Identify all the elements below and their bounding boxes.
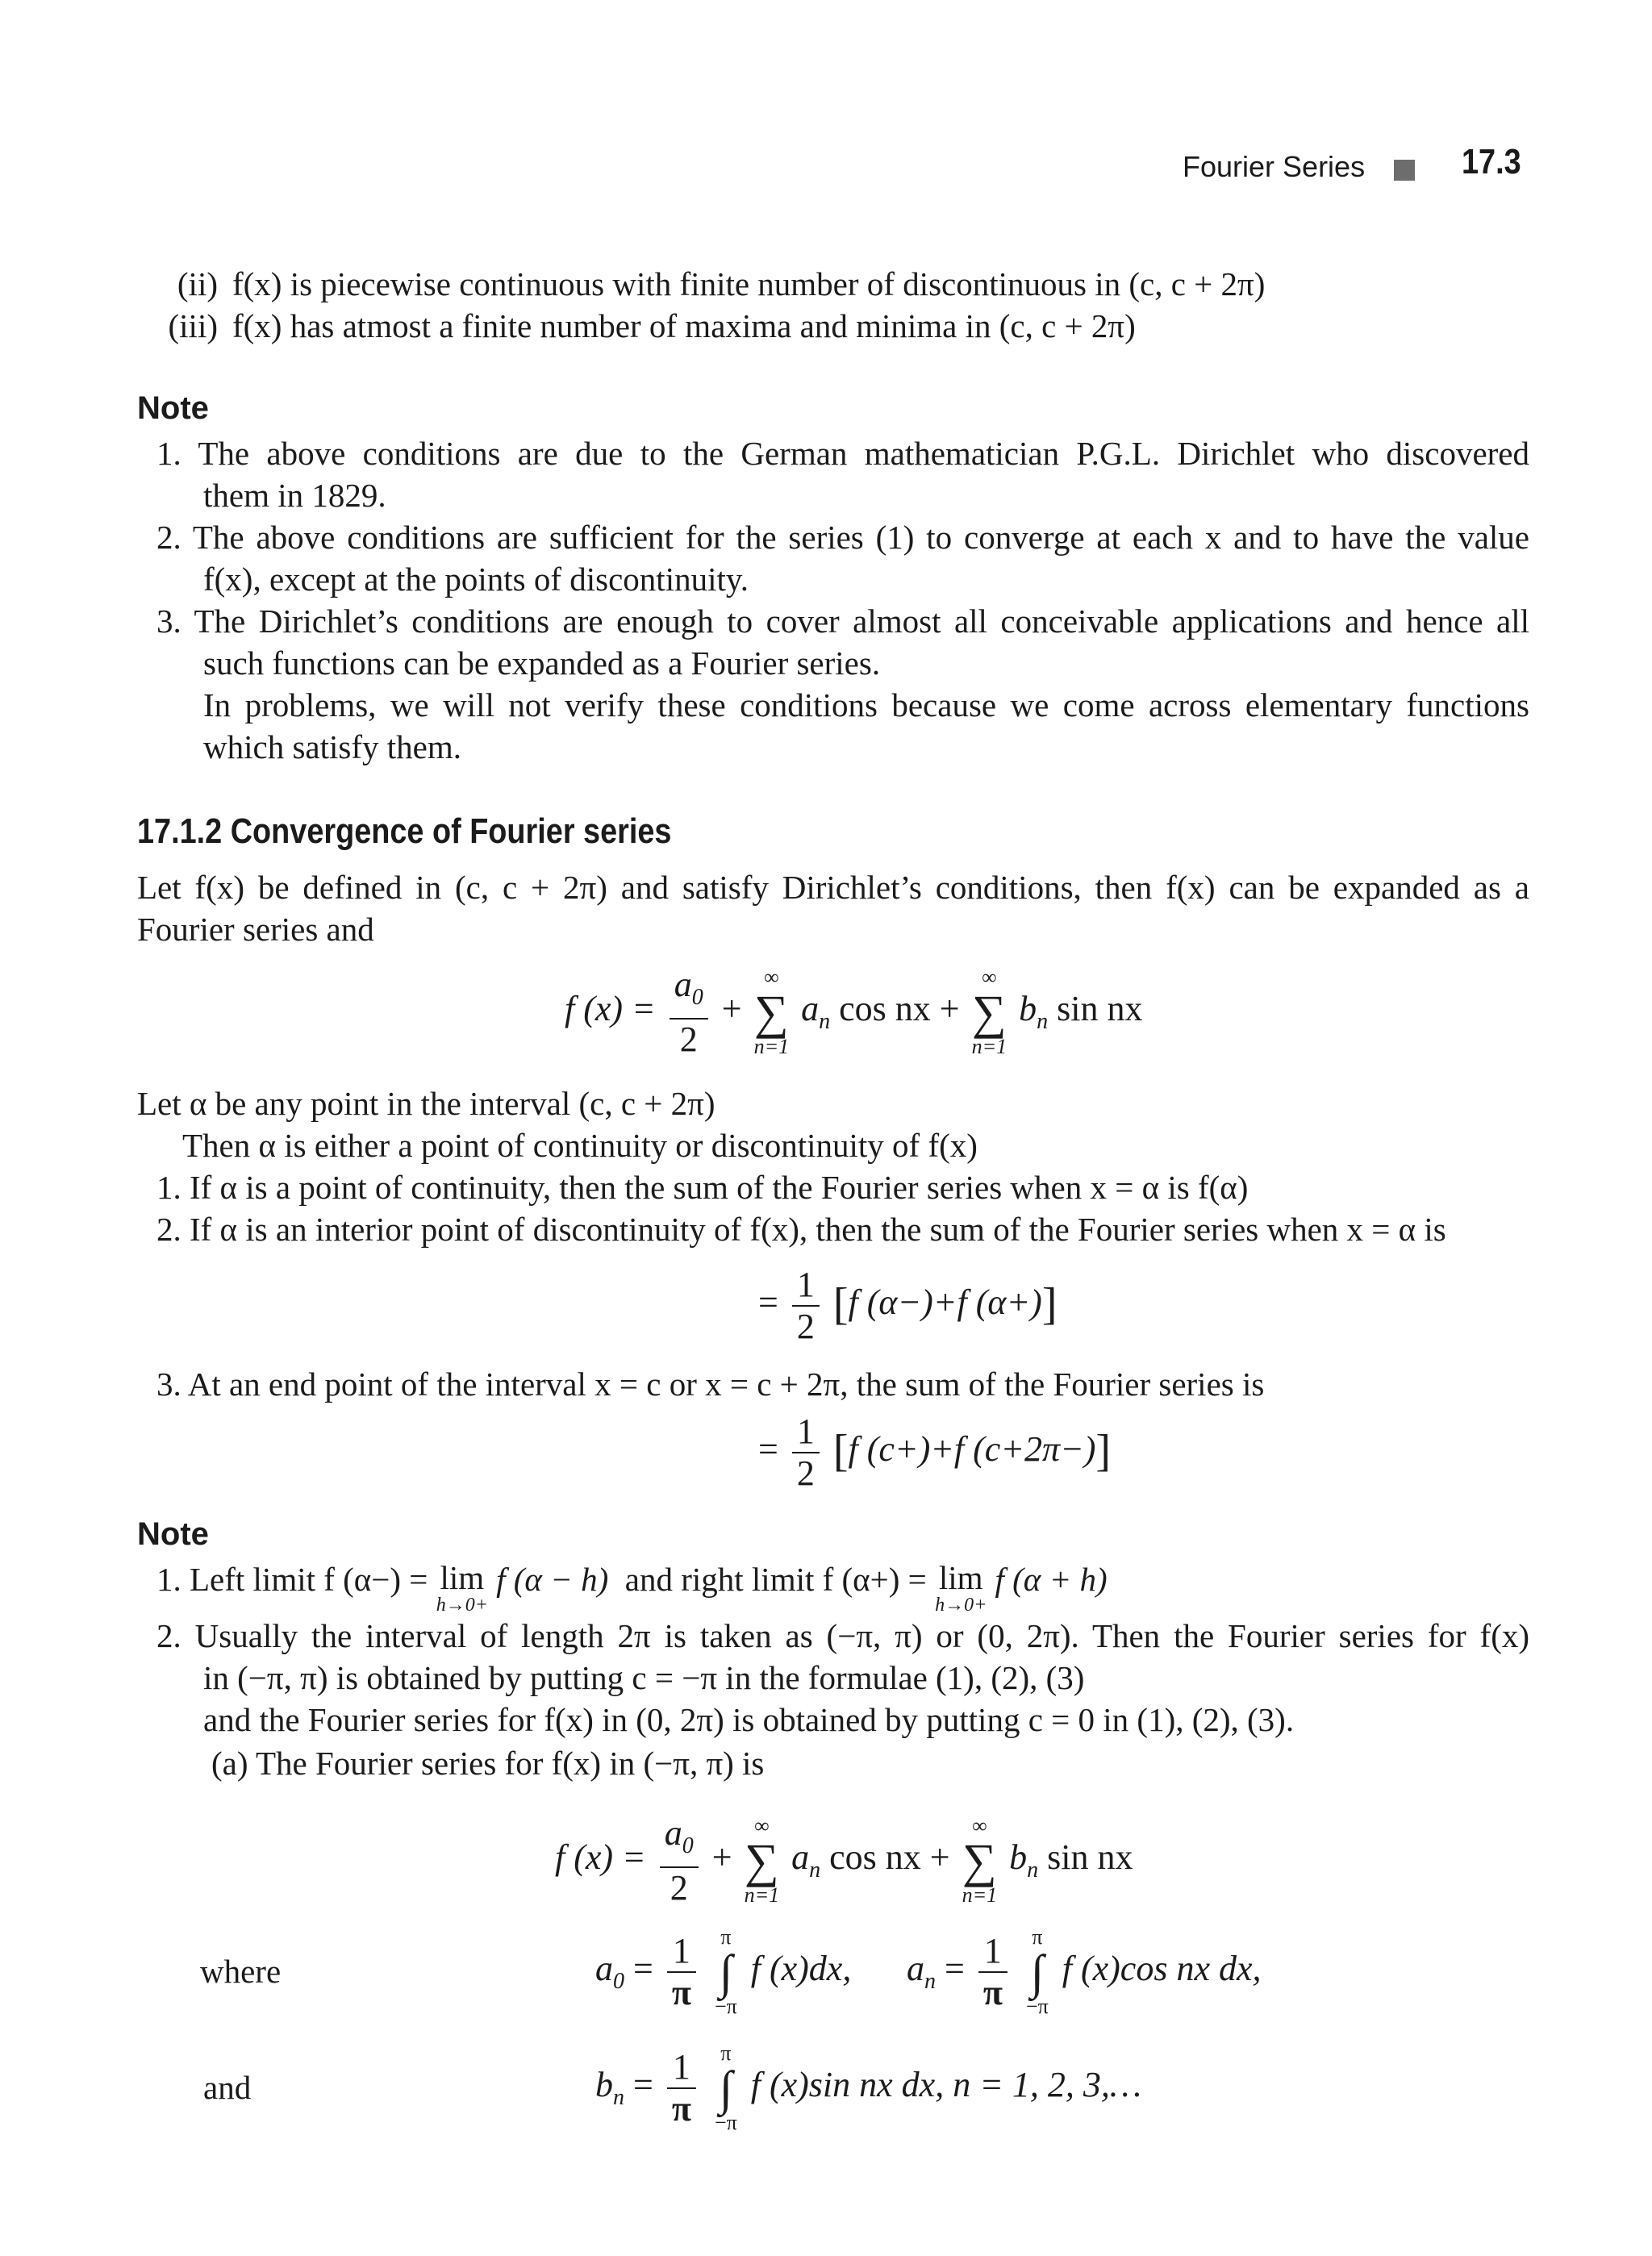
- note-line: 3. The Dirichlet’s conditions are enough to cover almost all conceivable applications and hence all: [156, 603, 1529, 640]
- section-intro: Fourier series and: [137, 911, 374, 948]
- limits-line: 1. Left limit f (α−) = lim h→0+ f (α − h) and right limit f (α+) = lim h→0+ f (α + h): [156, 1559, 1108, 1616]
- note-line: them in 1829.: [203, 477, 386, 514]
- condition-num: (ii): [177, 265, 218, 302]
- body-line: 2. If α is an interior point of discontinuity of f(x), then the sum of the Fourier series when x = α is: [156, 1211, 1446, 1248]
- body-line: 3. At an end point of the interval x = c or x = c + 2π, the sum of the Fourier series is: [156, 1366, 1265, 1403]
- coefficient-a0-formula: $a_0$ = $\frac{1}{\pi}$ π ∫ −π f (x)dx,: [595, 1925, 852, 2018]
- note-line: (a) The Fourier series for f(x) in (−π, π) is: [211, 1745, 765, 1782]
- coefficient-bn-formula: $b_n$ = $\frac{1}{\pi}$ π ∫ −π f (x)sin nx dx, n = 1, 2, 3,…: [595, 2041, 1142, 2134]
- note-line: and the Fourier series for f(x) in (0, 2π) is obtained by putting c = 0 in (1), (2), (3).: [203, 1701, 1295, 1738]
- note-line: such functions can be expanded as a Fourier series.: [203, 644, 881, 682]
- condition-text: f(x) has atmost a finite number of maxima and minima in (c, c + 2π): [232, 307, 1136, 344]
- and-label: and: [203, 2069, 252, 2106]
- condition-num: (iii): [168, 307, 218, 344]
- running-title: Fourier Series: [1183, 150, 1366, 183]
- section-heading: 17.1.2 Convergence of Fourier series: [137, 811, 672, 851]
- note-heading: Note: [137, 1516, 209, 1552]
- note-line: 2. The above conditions are sufficient for the series (1) to converge at each x and to have the value: [156, 519, 1529, 556]
- note-heading: Note: [137, 390, 209, 426]
- body-line: 1. If α is a point of continuity, then the sum of the Fourier series when x = α is f(α): [156, 1169, 1249, 1206]
- section-intro: Let f(x) be defined in (c, c + 2π) and satisfy Dirichlet’s conditions, then f(x) can be expanded as a: [137, 869, 1529, 906]
- note-line: 2. Usually the interval of length 2π is taken as (−π, π) or (0, 2π). Then the Fourier series for f(x): [156, 1617, 1529, 1654]
- fourier-series-pi-equation: f (x) = $\frac{a_0}{2}$ + ∞ ∑ n=1 $a_n$ cos nx + ∞ ∑ n=1 $b_n$ sin nx: [555, 1813, 1133, 1908]
- where-label: where: [200, 1953, 282, 1990]
- note-line: In problems, we will not verify these conditions because we come across elementary functions: [203, 686, 1529, 724]
- discontinuity-sum-equation: = $\frac{1}{2}$ [f (α−)+f (α+)]: [758, 1265, 1058, 1346]
- note-line: 1. The above conditions are due to the German mathematician P.G.L. Dirichlet who discovered: [156, 435, 1529, 472]
- header-square-icon: [1394, 160, 1415, 181]
- note-line: in (−π, π) is obtained by putting c = −π in the formulae (1), (2), (3): [203, 1659, 1085, 1696]
- fourier-series-equation: f (x) = $\frac{a_0}{2}$ + ∞ ∑ n=1 $a_n$ cos nx + ∞ ∑ n=1 $b_n$ sin nx: [565, 965, 1143, 1059]
- note-line: which satisfy them.: [203, 728, 461, 765]
- body-line: Then α is either a point of continuity or discontinuity of f(x): [182, 1127, 978, 1164]
- note-line: f(x), except at the points of discontinuity.: [203, 561, 749, 598]
- body-line: Let α be any point in the interval (c, c + 2π): [137, 1085, 715, 1122]
- page-number: 17.3: [1462, 142, 1521, 181]
- endpoint-sum-equation: = $\frac{1}{2}$ [f (c+)+f (c+2π−)]: [758, 1412, 1112, 1493]
- coefficient-an-formula: $a_n$ = $\frac{1}{\pi}$ π ∫ −π f (x)cos nx dx,: [907, 1925, 1262, 2018]
- condition-text: f(x) is piecewise continuous with finite number of discontinuous in (c, c + 2π): [232, 265, 1266, 302]
